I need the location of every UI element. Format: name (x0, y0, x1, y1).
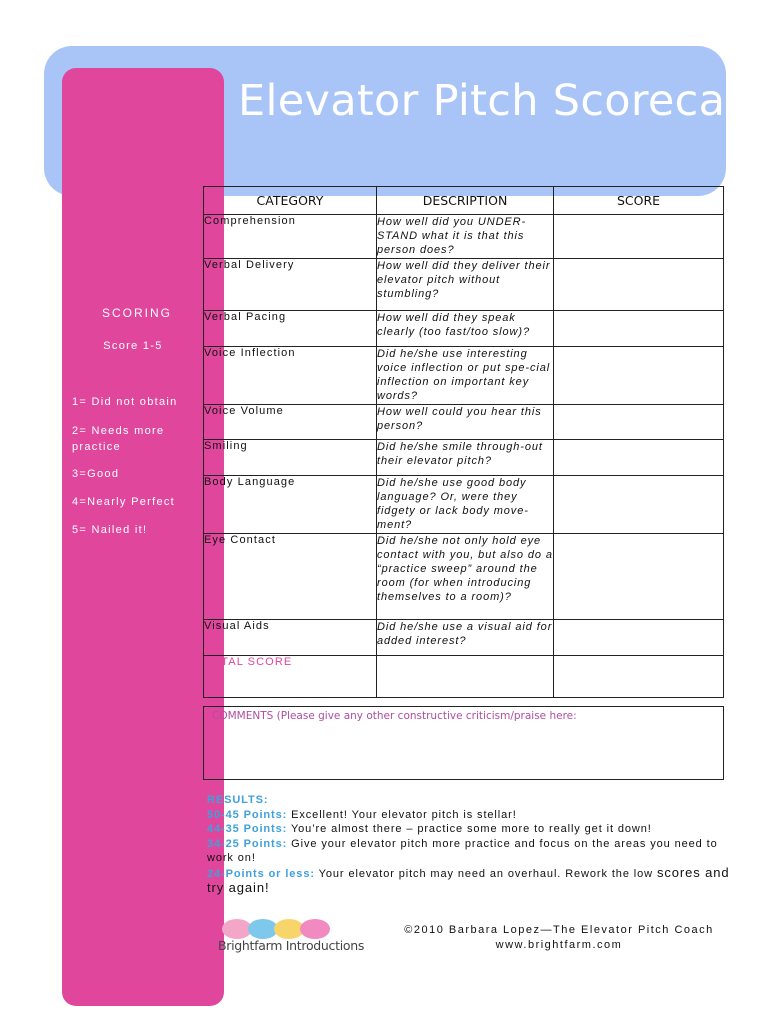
copyright-block (394, 923, 724, 953)
scoring-heading: SCORING (101, 306, 172, 320)
scoring-item: 2= Needs more practice (72, 425, 165, 453)
scoring-item: 3=Good (72, 468, 120, 480)
score-cell[interactable] (554, 347, 724, 405)
category-cell: Voice Inflection (204, 347, 377, 405)
score-cell[interactable] (554, 215, 724, 259)
description-cell: Did he/she use interesting voice inflection or put spe-cial inflection on important key words? (377, 347, 554, 405)
sidebar-panel (62, 68, 224, 1006)
description-cell: How well did they speak clearly (too fast/too slow)? (377, 311, 554, 347)
total-score-cell[interactable] (554, 656, 724, 698)
scoring-item: 5= Nailed it! (72, 524, 148, 536)
category-cell: Eye Contact (204, 534, 377, 620)
comments-label: COMMENTS (Please give any other constructive criticism/praise here: (212, 710, 577, 722)
description-cell: Did he/she use good body language? Or, were they fidgety or lack body move-ment? (377, 476, 554, 534)
results-line: 24-Points or less: Your elevator pitch may need an overhaul. Rework the low scores and try again! (207, 864, 730, 895)
copyright-line: ©2010 Barbara Lopez—The Elevator Pitch Coach (404, 924, 714, 936)
description-cell: Did he/she smile through-out their elevator pitch? (377, 440, 554, 476)
header-category: CATEGORY (204, 187, 377, 215)
total-row (204, 656, 724, 698)
total-spacer-cell (377, 656, 554, 698)
results-section (207, 793, 747, 897)
table-row (204, 347, 724, 405)
scorecard-table (203, 186, 724, 698)
score-cell[interactable] (554, 440, 724, 476)
page-title: Elevator Pitch Scorecard (238, 76, 770, 126)
description-cell: Did he/she use a visual aid for added interest? (377, 620, 554, 656)
category-cell: Verbal Delivery (204, 259, 377, 311)
table-row (204, 259, 724, 311)
brightfarm-logo (208, 917, 378, 959)
logo-shape (300, 919, 330, 939)
score-cell[interactable] (554, 620, 724, 656)
website-line: www.brightfarm.com (495, 939, 623, 951)
table-row (204, 215, 724, 259)
results-line: 34-25 Points: Give your elevator pitch more practice and focus on the areas you need to work on! (207, 837, 718, 864)
results-line: 50-45 Points: Excellent! Your elevator pitch is stellar! (207, 808, 517, 821)
score-cell[interactable] (554, 259, 724, 311)
table-row (204, 311, 724, 347)
table-row (204, 476, 724, 534)
header-score: SCORE (554, 187, 724, 215)
table-row (204, 620, 724, 656)
category-cell: Smiling (204, 440, 377, 476)
score-cell[interactable] (554, 311, 724, 347)
description-cell: How well did they deliver their elevator pitch without stumbling? (377, 259, 554, 311)
table-row (204, 405, 724, 440)
score-cell[interactable] (554, 405, 724, 440)
results-heading: RESULTS: (207, 794, 269, 806)
comments-box[interactable] (203, 706, 724, 780)
description-cell: Did he/she not only hold eye contact with you, but also do a “practice sweep” around the room (for when introducing themselves to a room)? (377, 534, 554, 620)
table-row (204, 534, 724, 620)
table-row (204, 440, 724, 476)
description-cell: How well could you hear this person? (377, 405, 554, 440)
score-cell[interactable] (554, 476, 724, 534)
description-cell: How well did you UNDER-STAND what it is that this person does? (377, 215, 554, 259)
scoring-legend (64, 306, 222, 537)
category-cell: Voice Volume (204, 405, 377, 440)
category-cell: Verbal Pacing (204, 311, 377, 347)
scoring-range: Score 1-5 (103, 340, 163, 352)
header-description: DESCRIPTION (377, 187, 554, 215)
category-cell: Body Language (204, 476, 377, 534)
logo-text: Brightfarm Introductions (218, 938, 365, 953)
category-cell: Comprehension (204, 215, 377, 259)
scoring-item: 1= Did not obtain (72, 396, 178, 408)
total-score-label: TOTAL SCORE (204, 656, 377, 698)
category-cell: Visual Aids (204, 620, 377, 656)
results-line: 44-35 Points: You’re almost there – practice some more to really get it down! (207, 823, 652, 835)
score-cell[interactable] (554, 534, 724, 620)
scoring-item: 4=Nearly Perfect (72, 496, 176, 508)
